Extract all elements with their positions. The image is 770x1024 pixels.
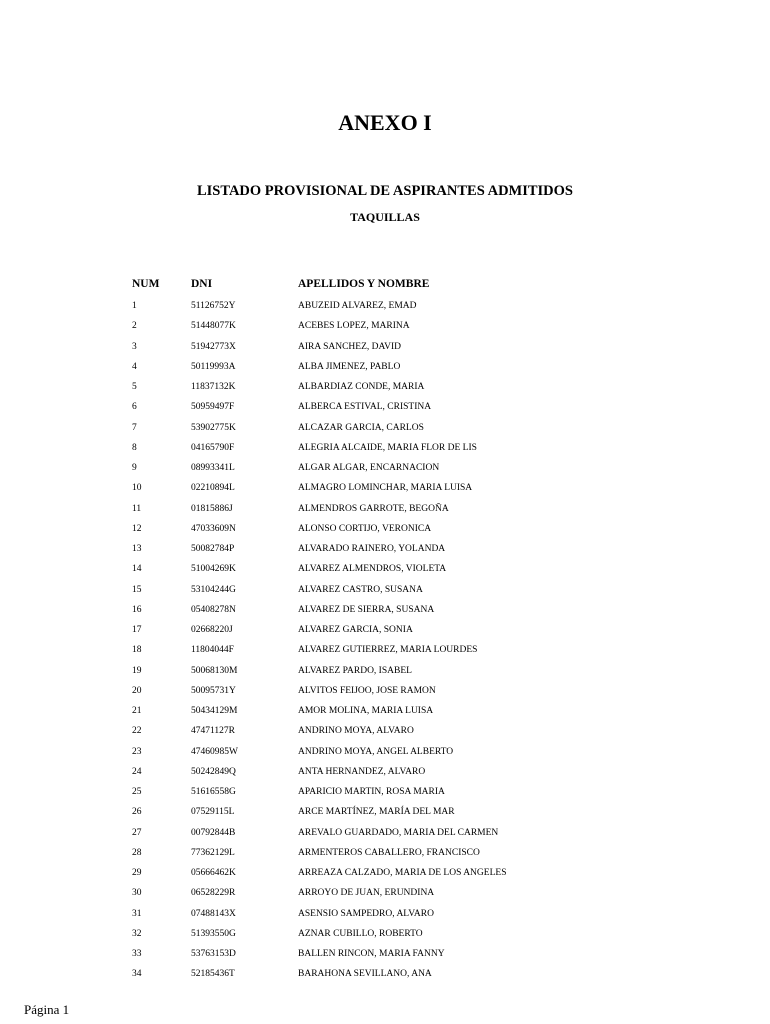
header-dni: DNI bbox=[191, 278, 213, 290]
row-name: ANDRINO MOYA, ANGEL ALBERTO bbox=[298, 746, 454, 757]
row-dni: 00792844B bbox=[191, 827, 236, 838]
table-row bbox=[0, 299, 770, 319]
row-name: ARREAZA CALZADO, MARIA DE LOS ANGELES bbox=[298, 868, 507, 878]
table-row bbox=[0, 745, 770, 765]
row-num: 30 bbox=[132, 888, 142, 899]
row-dni: 02210894L bbox=[191, 483, 235, 494]
row-dni: 77362129L bbox=[191, 847, 235, 858]
row-num: 20 bbox=[132, 685, 142, 696]
table-row bbox=[0, 765, 770, 785]
table-row bbox=[0, 542, 770, 562]
row-dni: 50959497F bbox=[191, 402, 235, 413]
row-dni: 50068130M bbox=[191, 665, 238, 676]
row-num: 2 bbox=[132, 321, 137, 332]
row-name: ALVAREZ DE SIERRA, SUSANA bbox=[298, 604, 435, 615]
table-header bbox=[0, 278, 770, 292]
header-name: APELLIDOS Y NOMBRE bbox=[298, 278, 430, 290]
document-title: ANEXO I bbox=[338, 110, 432, 135]
row-num: 27 bbox=[132, 827, 142, 838]
row-name: ALBA JIMENEZ, PABLO bbox=[298, 361, 401, 372]
row-name: ALVAREZ PARDO, ISABEL bbox=[298, 665, 412, 676]
row-name: ALONSO CORTIJO, VERONICA bbox=[298, 523, 432, 534]
row-dni: 50242849Q bbox=[191, 766, 236, 777]
row-dni: 47471127R bbox=[191, 726, 235, 737]
row-name: APARICIO MARTIN, ROSA MARIA bbox=[298, 787, 445, 797]
page-number: Página 1 bbox=[24, 1002, 70, 1017]
row-num: 33 bbox=[132, 949, 142, 959]
row-dni: 50119993A bbox=[191, 361, 236, 372]
row-num: 4 bbox=[132, 361, 137, 372]
row-num: 5 bbox=[132, 382, 137, 392]
header-num: NUM bbox=[132, 278, 160, 290]
document-subtitle: LISTADO PROVISIONAL DE ASPIRANTES ADMITIDOS bbox=[196, 183, 574, 199]
row-num: 1 bbox=[132, 301, 137, 311]
row-num: 26 bbox=[132, 807, 142, 818]
row-dni: 47033609N bbox=[191, 523, 236, 534]
row-name: ALVAREZ GARCIA, SONIA bbox=[298, 625, 413, 635]
row-name: AIRA SANCHEZ, DAVID bbox=[298, 341, 402, 352]
row-num: 34 bbox=[132, 969, 142, 980]
row-dni: 11804044F bbox=[191, 645, 234, 656]
table-row bbox=[0, 785, 770, 805]
row-dni: 53763153D bbox=[191, 949, 236, 959]
row-name: ARCE MARTÍNEZ, MARÍA DEL MAR bbox=[298, 807, 455, 818]
row-name: ALBARDIAZ CONDE, MARIA bbox=[298, 382, 425, 392]
table-row bbox=[0, 623, 770, 643]
row-name: AREVALO GUARDADO, MARIA DEL CARMEN bbox=[298, 827, 499, 838]
row-name: ASENSIO SAMPEDRO, ALVARO bbox=[298, 908, 434, 919]
table-row bbox=[0, 866, 770, 886]
row-dni: 51004269K bbox=[191, 564, 236, 575]
table-row bbox=[0, 421, 770, 441]
row-dni: 51942773X bbox=[191, 341, 236, 352]
row-dni: 06528229R bbox=[191, 888, 236, 899]
row-name: ALVAREZ GUTIERREZ, MARIA LOURDES bbox=[298, 645, 478, 656]
row-name: ARROYO DE JUAN, ERUNDINA bbox=[298, 888, 435, 899]
table-row bbox=[0, 461, 770, 481]
table-row bbox=[0, 643, 770, 663]
row-dni: 50095731Y bbox=[191, 685, 236, 696]
row-num: 12 bbox=[132, 523, 142, 534]
table-row bbox=[0, 947, 770, 967]
row-name: AMOR MOLINA, MARIA LUISA bbox=[298, 706, 434, 716]
table-row bbox=[0, 664, 770, 684]
row-num: 31 bbox=[132, 908, 142, 919]
row-name: ALMENDROS GARROTE, BEGOÑA bbox=[298, 503, 449, 514]
row-num: 8 bbox=[132, 442, 137, 453]
row-num: 18 bbox=[132, 645, 142, 656]
row-num: 28 bbox=[132, 847, 142, 858]
row-name: ALCAZAR GARCIA, CARLOS bbox=[298, 422, 424, 433]
row-dni: 08993341L bbox=[191, 463, 235, 473]
row-name: ANTA HERNANDEZ, ALVARO bbox=[298, 766, 426, 777]
table-row bbox=[0, 886, 770, 906]
row-num: 3 bbox=[132, 341, 137, 352]
row-num: 21 bbox=[132, 706, 142, 716]
table-row bbox=[0, 562, 770, 582]
row-num: 16 bbox=[132, 604, 142, 615]
row-dni: 04165790F bbox=[191, 442, 235, 453]
row-dni: 02668220J bbox=[191, 625, 233, 635]
row-dni: 11837132K bbox=[191, 382, 236, 392]
row-num: 10 bbox=[132, 483, 142, 494]
table-row bbox=[0, 805, 770, 825]
row-dni: 47460985W bbox=[191, 746, 238, 757]
row-num: 32 bbox=[132, 928, 142, 939]
table-row bbox=[0, 846, 770, 866]
table-row bbox=[0, 360, 770, 380]
table-row bbox=[0, 380, 770, 400]
row-name: ALGAR ALGAR, ENCARNACION bbox=[298, 463, 440, 473]
row-name: ALVAREZ CASTRO, SUSANA bbox=[298, 584, 423, 595]
row-num: 11 bbox=[132, 503, 142, 514]
row-name: ABUZEID ALVAREZ, EMAD bbox=[298, 301, 417, 311]
table-row bbox=[0, 340, 770, 360]
row-dni: 51126752Y bbox=[191, 301, 236, 311]
table-row bbox=[0, 502, 770, 522]
row-num: 23 bbox=[132, 746, 142, 757]
row-name: ALEGRIA ALCAIDE, MARIA FLOR DE LIS bbox=[298, 442, 477, 453]
row-dni: 51393550G bbox=[191, 928, 236, 939]
row-name: ARMENTEROS CABALLERO, FRANCISCO bbox=[298, 847, 480, 858]
row-dni: 50082784P bbox=[191, 544, 235, 554]
row-num: 22 bbox=[132, 726, 142, 737]
row-num: 13 bbox=[132, 544, 142, 554]
row-num: 25 bbox=[132, 787, 142, 797]
row-name: ANDRINO MOYA, ALVARO bbox=[298, 726, 414, 737]
row-name: BARAHONA SEVILLANO, ANA bbox=[298, 969, 432, 980]
row-name: ALMAGRO LOMINCHAR, MARIA LUISA bbox=[298, 483, 473, 494]
table-row bbox=[0, 603, 770, 623]
table-row bbox=[0, 481, 770, 501]
row-dni: 51448077K bbox=[191, 321, 236, 332]
row-num: 17 bbox=[132, 625, 142, 635]
row-num: 29 bbox=[132, 868, 142, 878]
row-name: AZNAR CUBILLO, ROBERTO bbox=[298, 928, 423, 939]
row-name: ACEBES LOPEZ, MARINA bbox=[298, 321, 410, 332]
table-row bbox=[0, 704, 770, 724]
table-row bbox=[0, 400, 770, 420]
table-row bbox=[0, 522, 770, 542]
section-title: TAQUILLAS bbox=[350, 210, 420, 224]
applicants-list bbox=[0, 299, 770, 988]
table-row bbox=[0, 967, 770, 987]
row-name: BALLEN RINCON, MARIA FANNY bbox=[298, 949, 445, 959]
row-name: ALBERCA ESTIVAL, CRISTINA bbox=[298, 402, 432, 413]
row-dni: 07488143X bbox=[191, 908, 236, 919]
row-num: 19 bbox=[132, 665, 142, 676]
row-dni: 05408278N bbox=[191, 604, 236, 615]
table-row bbox=[0, 724, 770, 744]
table-row bbox=[0, 927, 770, 947]
row-num: 9 bbox=[132, 463, 137, 473]
table-row bbox=[0, 441, 770, 461]
row-num: 14 bbox=[132, 564, 142, 575]
row-dni: 05666462K bbox=[191, 868, 236, 878]
table-row bbox=[0, 583, 770, 603]
row-dni: 50434129M bbox=[191, 706, 238, 716]
row-num: 7 bbox=[132, 422, 137, 433]
table-row bbox=[0, 684, 770, 704]
row-dni: 52185436T bbox=[191, 969, 235, 980]
row-name: ALVAREZ ALMENDROS, VIOLETA bbox=[298, 564, 447, 575]
row-name: ALVITOS FEIJOO, JOSE RAMON bbox=[298, 685, 436, 696]
row-dni: 53104244G bbox=[191, 584, 236, 595]
row-name: ALVARADO RAINERO, YOLANDA bbox=[298, 544, 446, 554]
row-num: 6 bbox=[132, 402, 137, 413]
row-dni: 01815886J bbox=[191, 503, 233, 514]
row-dni: 51616558G bbox=[191, 787, 236, 797]
row-dni: 07529115L bbox=[191, 807, 235, 818]
row-num: 24 bbox=[132, 766, 142, 777]
table-row bbox=[0, 826, 770, 846]
row-dni: 53902775K bbox=[191, 422, 236, 433]
table-row bbox=[0, 907, 770, 927]
table-row bbox=[0, 319, 770, 339]
row-num: 15 bbox=[132, 584, 142, 595]
